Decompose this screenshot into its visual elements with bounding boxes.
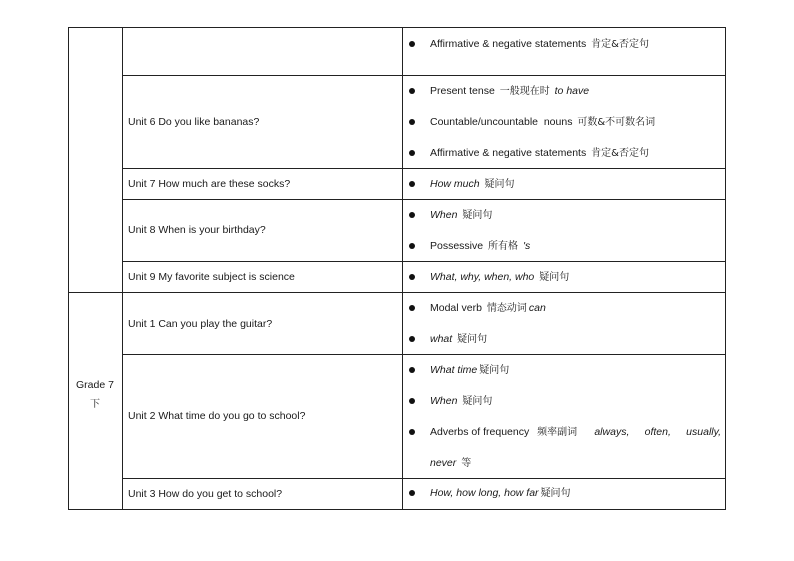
row-divider <box>122 261 726 262</box>
grade-label <box>68 375 122 415</box>
grammar-point: When 疑问句 <box>430 395 493 407</box>
bullet-icon <box>409 181 415 187</box>
grammar-point: Affirmative & negative statements 肯定&否定句 <box>430 38 649 50</box>
bullet-icon <box>409 305 415 311</box>
grammar-point: Affirmative & negative statements 肯定&否定句 <box>430 147 649 159</box>
grammar-point-continuation: never 等 <box>430 457 472 469</box>
unit-name: Unit 7 How much are these socks? <box>128 178 291 190</box>
unit-name: Unit 6 Do you like bananas? <box>128 116 260 128</box>
grammar-point: Possessive 所有格 's <box>430 240 531 252</box>
grade-label-line1: Grade 7 <box>76 379 114 391</box>
bullet-icon <box>409 88 415 94</box>
grammar-point: What, why, when, who 疑问句 <box>430 271 570 283</box>
grammar-point: Adverbs of frequency 频率副词 always, often, usually, <box>430 426 721 438</box>
column-divider <box>402 27 403 510</box>
bullet-icon <box>409 41 415 47</box>
table-border-top <box>68 27 726 28</box>
bullet-icon <box>409 243 415 249</box>
unit-name: Unit 1 Can you play the guitar? <box>128 318 273 330</box>
row-divider <box>122 168 726 169</box>
grammar-point: Countable/uncountable nouns 可数&不可数名词 <box>430 116 656 128</box>
column-divider <box>122 27 123 510</box>
unit-name: Unit 2 What time do you go to school? <box>128 410 306 422</box>
unit-name: Unit 8 When is your birthday? <box>128 224 266 236</box>
grammar-point: what 疑问句 <box>430 333 488 345</box>
bullet-icon <box>409 336 415 342</box>
grammar-point: Present tense 一般现在时 to have <box>430 85 590 97</box>
grade-label-line2: 下 <box>90 399 100 410</box>
table-border-bottom <box>68 509 726 510</box>
bullet-icon <box>409 429 415 435</box>
table-border-right <box>725 27 726 510</box>
bullet-icon <box>409 367 415 373</box>
grammar-point: What time 疑问句 <box>430 364 510 376</box>
grade-divider <box>68 292 726 293</box>
bullet-icon <box>409 398 415 404</box>
bullet-icon <box>409 212 415 218</box>
bullet-icon <box>409 119 415 125</box>
grammar-point: How, how long, how far 疑问句 <box>430 487 571 499</box>
row-divider <box>122 478 726 479</box>
grammar-point: When 疑问句 <box>430 209 493 221</box>
row-divider <box>122 354 726 355</box>
row-divider <box>122 75 726 76</box>
row-divider <box>122 199 726 200</box>
unit-name: Unit 3 How do you get to school? <box>128 488 283 500</box>
bullet-icon <box>409 150 415 156</box>
bullet-icon <box>409 274 415 280</box>
grammar-point: How much 疑问句 <box>430 178 515 190</box>
unit-name: Unit 9 My favorite subject is science <box>128 271 295 283</box>
table-border-left <box>68 27 69 510</box>
bullet-icon <box>409 490 415 496</box>
grammar-point: Modal verb 情态动词 can <box>430 302 546 314</box>
